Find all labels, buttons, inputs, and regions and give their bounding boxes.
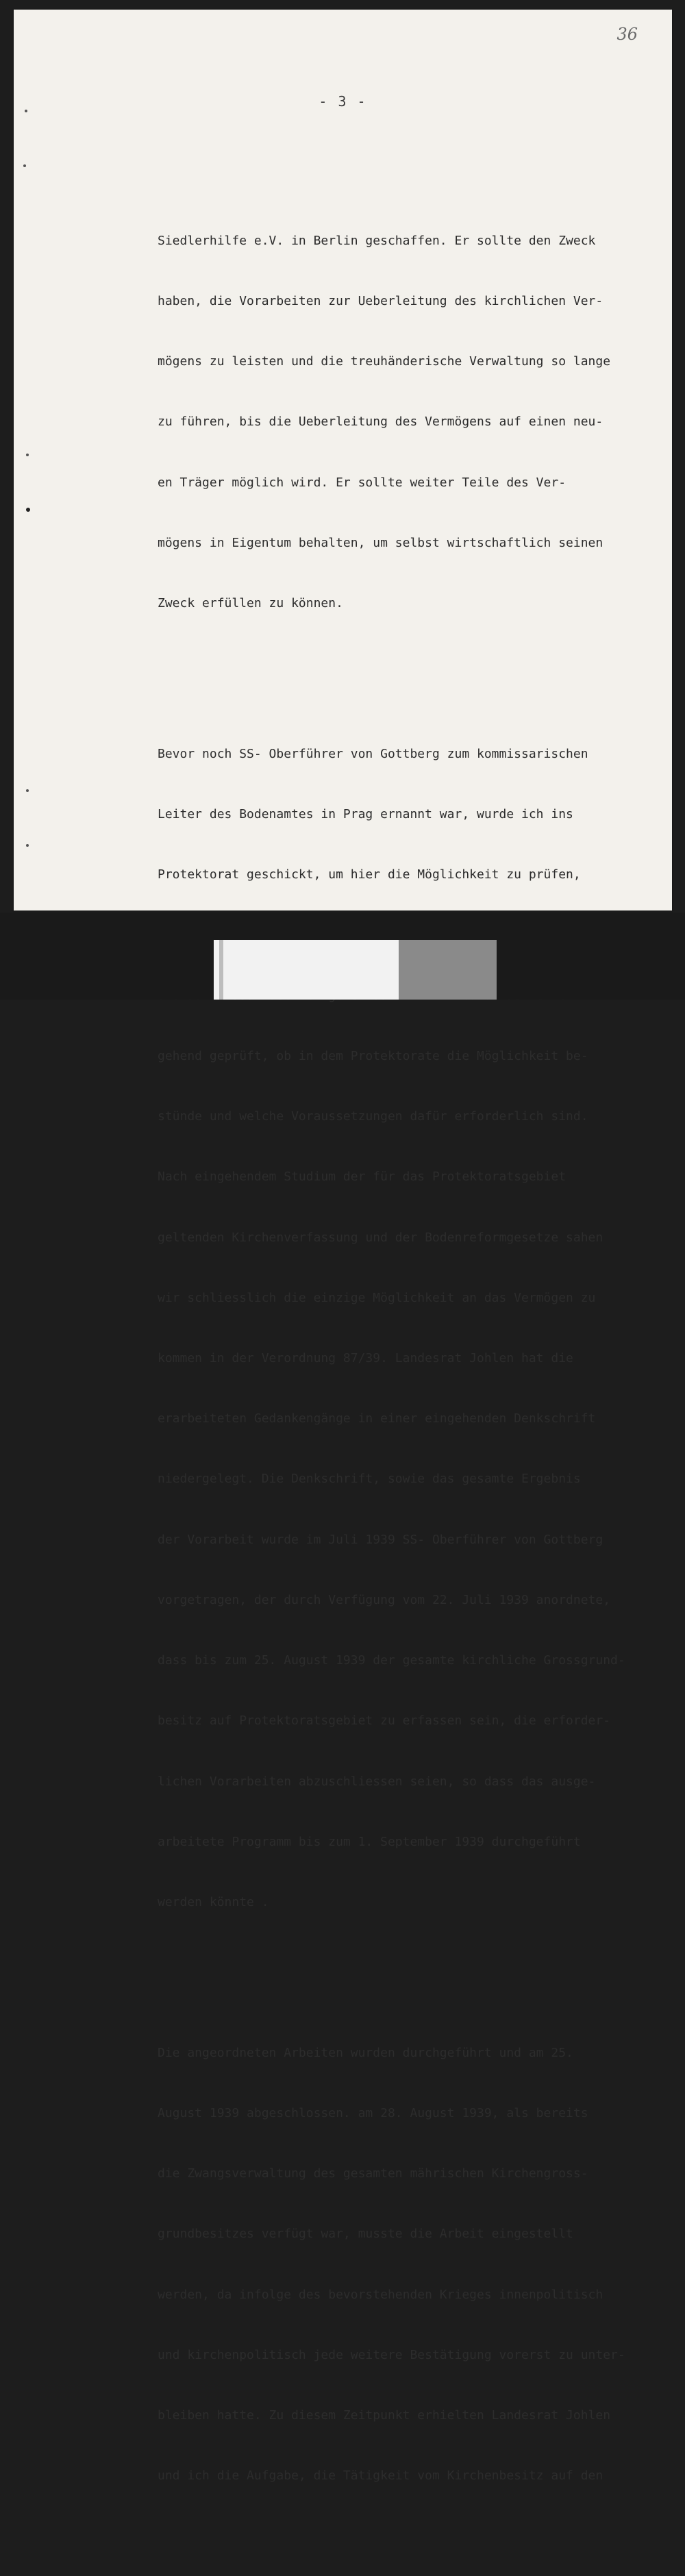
text-line: en Träger möglich wird. Er sollte weiter Teile des Ver- xyxy=(158,475,566,490)
margin-mark xyxy=(26,789,29,792)
text-line: der Vorarbeit wurde im Juli 1939 SS- Oberführer von Gottberg xyxy=(158,1532,603,1547)
text-line: niedergelegt. Die Denkschrift, sowie das gesamte Ergebnis xyxy=(158,1472,581,1487)
text-line: grundbesitzes verfügt war, musste die Arbeit eingestellt xyxy=(158,2227,573,2242)
body-text xyxy=(158,150,664,2576)
text-line: geltenden Kirchenverfassung und der Bodenreformgesetze sahen xyxy=(158,1230,603,1245)
text-line: werden könnte . xyxy=(158,1894,269,1909)
text-line: Protektorat geschickt, um hier die Möglichkeit zu prüfen, xyxy=(158,867,581,882)
text-line: Bevor noch SS- Oberführer von Gottberg zum kommissarischen xyxy=(158,746,588,761)
text-line: dass bis zum 25. August 1939 der gesamte kirchliche Grossgrund- xyxy=(158,1653,625,1668)
text-line: und kirchenpolitisch jede weitere Bestätigung vorerst zu unter- xyxy=(158,2347,625,2362)
margin-mark xyxy=(26,844,29,847)
text-line: erarbeiteten Gedankengänge in einer eingehenden Denkschrift xyxy=(158,1411,596,1426)
text-line: arbeitete Programm bis zum 1. September 1939 durchgeführt xyxy=(158,1834,581,1849)
text-line: Nach eingehendem Studium der für das Protektoratsgebiet xyxy=(158,1169,566,1185)
page-number: - 3 - xyxy=(319,93,367,110)
text-line: werden, da infolge des bevorstehenden Krieges innenpolitisch xyxy=(158,2287,603,2302)
text-line: Leiter des Bodenamtes in Prag ernannt war, wurde ich ins xyxy=(158,807,573,821)
paragraph xyxy=(158,704,664,1953)
text-line: August 1939 abgeschlossen. am 28. August 1939, als bereits xyxy=(158,2106,588,2120)
margin-mark xyxy=(25,110,27,112)
text-line: Zweck erfüllen zu können. xyxy=(158,595,343,610)
margin-mark xyxy=(23,164,26,167)
text-line: die Zwangsverwaltung des gesamten mährischen Kirchengross- xyxy=(158,2166,588,2181)
text-line: stünde und welche Voraussetzungen dafür erforderlich sind. xyxy=(158,1109,588,1124)
calibration-card-white xyxy=(214,940,399,1000)
calibration-card-gray xyxy=(399,940,497,1000)
text-line: und ich die Aufgabe, die Tätigkeit vom Kirchenbesitz auf den xyxy=(158,2468,603,2484)
text-line: mögens in Eigentum behalten, um selbst wirtschaftlich seinen xyxy=(158,535,603,550)
margin-mark xyxy=(26,454,29,456)
text-line: gehend geprüft, ob in dem Protektorate die Möglichkeit be- xyxy=(158,1048,588,1063)
calibration-card-edge xyxy=(219,940,223,1000)
text-line: vorgetragen, der durch Verfügung vom 22. Juli 1939 anordnete, xyxy=(158,1592,611,1607)
paragraph xyxy=(158,190,664,654)
text-line: bleiben hatte. Zu diesem Zeitpunkt erhielten Landesrat Johlen xyxy=(158,2408,611,2423)
text-line: mögens zu leisten und die treuhänderische Verwaltung so lange xyxy=(158,354,611,369)
paragraph xyxy=(158,2003,664,2527)
text-line: kommen in der Verordnung 87/39. Landesrat Johlen hat die xyxy=(158,1350,573,1365)
text-line: Siedlerhilfe e.V. in Berlin geschaffen. Er sollte den Zweck xyxy=(158,233,596,248)
text-line: zu führen, bis die Ueberleitung des Vermögens auf einen neu- xyxy=(158,414,603,430)
text-line: haben, die Vorarbeiten zur Ueberleitung des kirchlichen Ver- xyxy=(158,293,603,308)
folio-number: 36 xyxy=(616,25,638,44)
document-page xyxy=(14,10,672,2484)
text-line: Die angeordneten Arbeiten wurden durchgeführt und am 25. xyxy=(158,2045,573,2060)
margin-mark xyxy=(26,508,30,512)
text-line: lichen Vorarbeiten abzuschliessen seien, so dass das ausge- xyxy=(158,1774,596,1789)
text-line: besitz auf Protektoratsgebiet zu erfassen sein, die erforder- xyxy=(158,1713,611,1729)
text-line: wir schliesslich die einzige Möglichkeit an das Vermögen zu xyxy=(158,1290,596,1305)
